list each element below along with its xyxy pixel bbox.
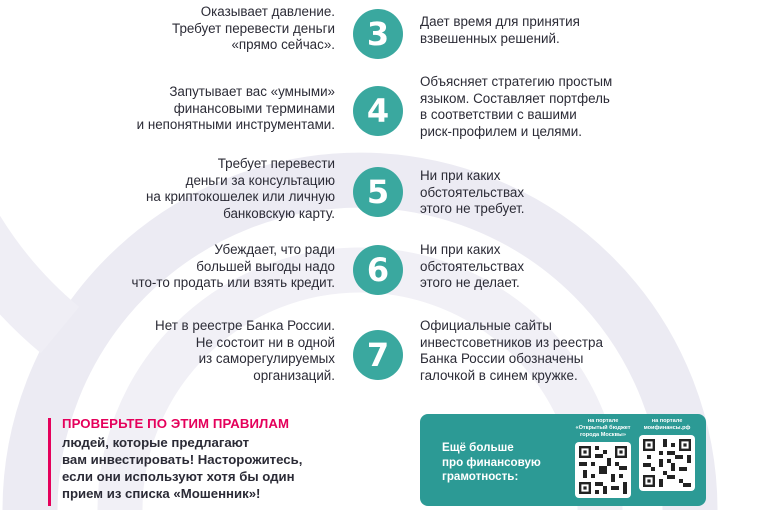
qr-caption-moifinansy: на портале моифинансы.рф <box>643 418 691 431</box>
number-badge-5: 5 <box>353 167 403 217</box>
scammer-text-7: Нет в реестре Банка России. Не состоит ни в одной из саморегулируемых организаций. <box>155 318 335 383</box>
advisor-text-4: Объясняет стратегию простым языком. Составляет портфель в соответствии с вашими риск-профилем и целями. <box>420 74 613 139</box>
advisor-text-3: Дает время для принятия взвешенных решений. <box>420 14 580 46</box>
qr-block-moifinansy <box>636 418 698 491</box>
advisor-text-6: Ни при каких обстоятельствах этого не делает. <box>420 242 525 290</box>
advisor-text-7: Официальные сайты инвестсоветников из реестра Банка России обозначены галочкой в синем кружке. <box>420 318 603 383</box>
qr-caption-budget: на портале «Открытый бюджет города Москвы» <box>575 418 631 438</box>
advisor-text-5: Ни при каких обстоятельствах этого не требует. <box>420 168 525 216</box>
scammer-text-4: Запутывает вас «умными» финансовыми терминами и непонятными инструментами. <box>136 84 335 132</box>
number-badge-3: 3 <box>353 9 403 59</box>
qr-block-budget <box>572 418 634 498</box>
warning-accent-bar <box>48 418 51 506</box>
qr-code-moifinansy[interactable] <box>639 435 695 491</box>
scammer-text-5: Требует перевести деньги за консультацию на криптокошелек или личную банковскую карту. <box>146 156 335 221</box>
qr-code-icon <box>579 446 627 494</box>
number-badge-4: 4 <box>353 86 403 136</box>
number-badge-7: 7 <box>353 330 403 380</box>
number-badge-6: 6 <box>353 245 403 295</box>
qr-code-budget[interactable] <box>575 442 631 498</box>
promo-card <box>420 414 706 506</box>
warning-body: людей, которые предлагают вам инвестировать! Насторожитесь, если они используют хотя бы один прием из списка «Мошенник»! <box>62 435 303 501</box>
scammer-text-3: Оказывает давление. Требует перевести деньги «прямо сейчас». <box>172 4 335 52</box>
scammer-text-6: Убеждает, что ради большей выгоды надо что-то продать или взять кредит. <box>131 242 335 290</box>
qr-code-icon <box>643 439 691 487</box>
promo-text: Ещё больше про финансовую грамотность: <box>442 441 541 483</box>
warning-title: ПРОВЕРЬТЕ ПО ЭТИМ ПРАВИЛАМ <box>62 416 290 431</box>
